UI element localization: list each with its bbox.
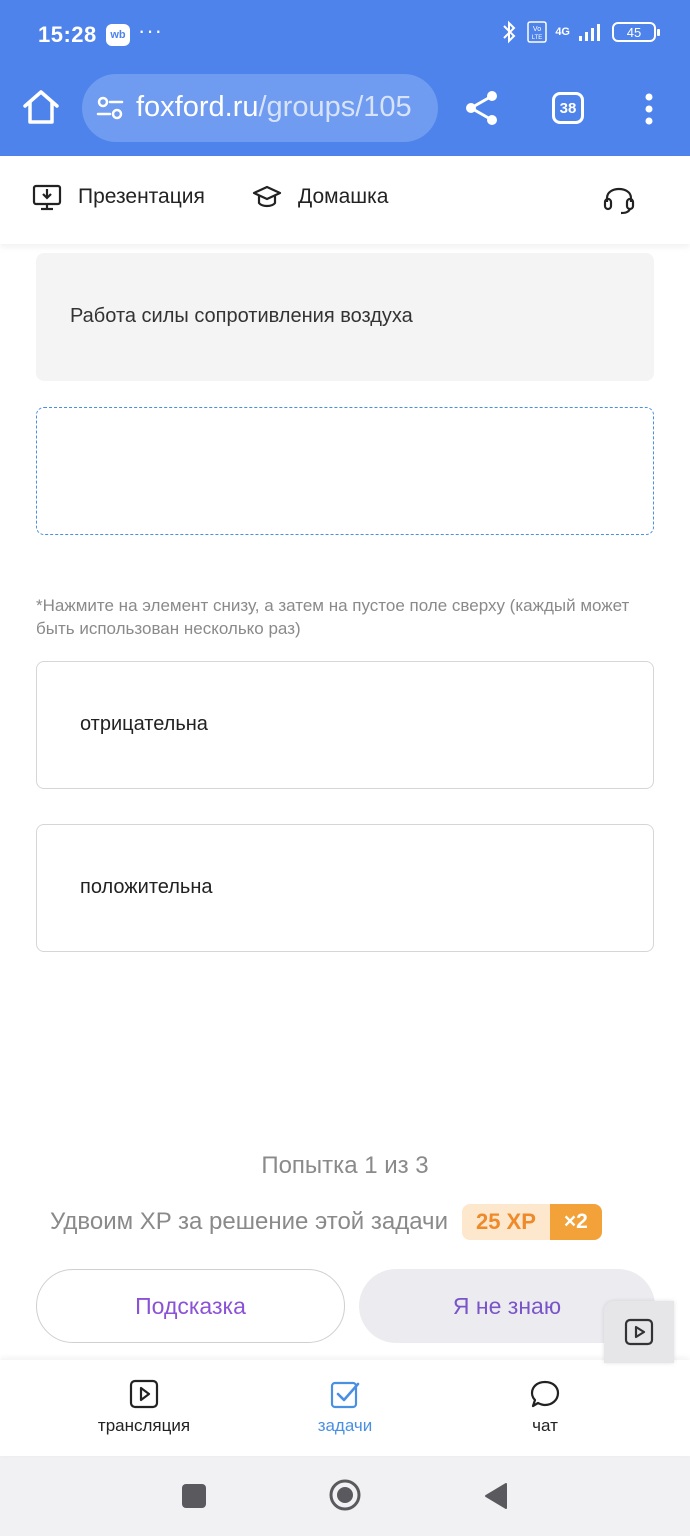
homework-button[interactable]	[252, 182, 388, 212]
tab-tasks-label: задачи	[317, 1416, 373, 1435]
browser-toolbar	[0, 0, 690, 156]
status-time: 15:28	[38, 22, 97, 47]
tab-chat[interactable]	[465, 1378, 625, 1436]
answer-drop-zone[interactable]	[36, 407, 654, 535]
answer-option-label: положительна	[80, 876, 213, 898]
back-icon[interactable]	[484, 1482, 508, 1510]
download-monitor-icon	[32, 182, 62, 212]
video-popup-button[interactable]	[604, 1301, 674, 1363]
answer-option-label: отрицательна	[80, 713, 208, 735]
homework-label: Домашка	[298, 185, 389, 208]
attempt-counter: Попытка 1 из 3	[261, 1152, 429, 1179]
presentation-button[interactable]	[32, 182, 205, 212]
home-icon[interactable]	[20, 86, 62, 128]
headset-icon[interactable]	[602, 182, 636, 216]
signal-icon	[578, 22, 604, 42]
answer-option[interactable]	[36, 824, 654, 952]
system-nav-bar	[0, 1456, 690, 1536]
app-notification-icon: wb	[106, 24, 130, 46]
volte-icon	[527, 21, 547, 43]
task-statement	[36, 253, 654, 381]
bluetooth-icon	[499, 20, 519, 44]
statement-text: Работа силы сопротивления воздуха	[70, 305, 413, 327]
recent-apps-icon[interactable]	[182, 1484, 206, 1508]
site-settings-icon[interactable]	[96, 94, 124, 122]
more-notifications-icon: ···	[138, 18, 163, 43]
checkbox-icon	[329, 1378, 361, 1410]
status-icons	[499, 20, 656, 44]
lesson-header	[0, 156, 690, 244]
battery-icon: 45	[612, 22, 656, 42]
double-xp-banner	[50, 1204, 602, 1240]
xp-value: 25 XP	[462, 1204, 550, 1240]
tab-switcher-button[interactable]: 38	[552, 92, 584, 124]
presentation-label: Презентация	[78, 185, 205, 208]
url-path: /groups/105	[258, 91, 412, 123]
answer-option[interactable]	[36, 661, 654, 789]
instruction-hint: *Нажмите на элемент снизу, а затем на пустое поле сверху (каждый может быть использован несколько раз)	[36, 596, 630, 638]
bottom-tab-bar	[0, 1360, 690, 1456]
share-icon[interactable]	[462, 88, 502, 128]
dont-know-button[interactable]: Я не знаю	[359, 1269, 655, 1343]
tab-broadcast-label: трансляция	[97, 1416, 191, 1435]
home-circle-icon[interactable]	[328, 1478, 362, 1512]
network-type: 4G	[555, 26, 570, 38]
chat-bubble-icon	[529, 1378, 561, 1410]
tab-broadcast[interactable]	[64, 1378, 224, 1436]
overflow-menu-icon[interactable]	[638, 92, 660, 126]
play-square-icon	[624, 1317, 654, 1347]
url-domain: foxford.ru	[136, 91, 259, 123]
url-text[interactable]	[136, 91, 426, 124]
svg-text:Vo: Vo	[533, 26, 542, 33]
tab-chat-label: чат	[532, 1416, 558, 1435]
xp-multiplier: ×2	[550, 1204, 602, 1240]
address-bar[interactable]	[82, 74, 438, 142]
double-xp-text: Удвоим XP за решение этой задачи	[50, 1208, 448, 1235]
hint-button[interactable]: Подсказка	[36, 1269, 345, 1343]
xp-badge	[462, 1204, 602, 1240]
svg-text:LTE: LTE	[532, 35, 543, 41]
play-square-icon	[128, 1378, 160, 1410]
graduation-cap-icon	[252, 182, 282, 212]
tab-tasks[interactable]	[265, 1378, 425, 1436]
